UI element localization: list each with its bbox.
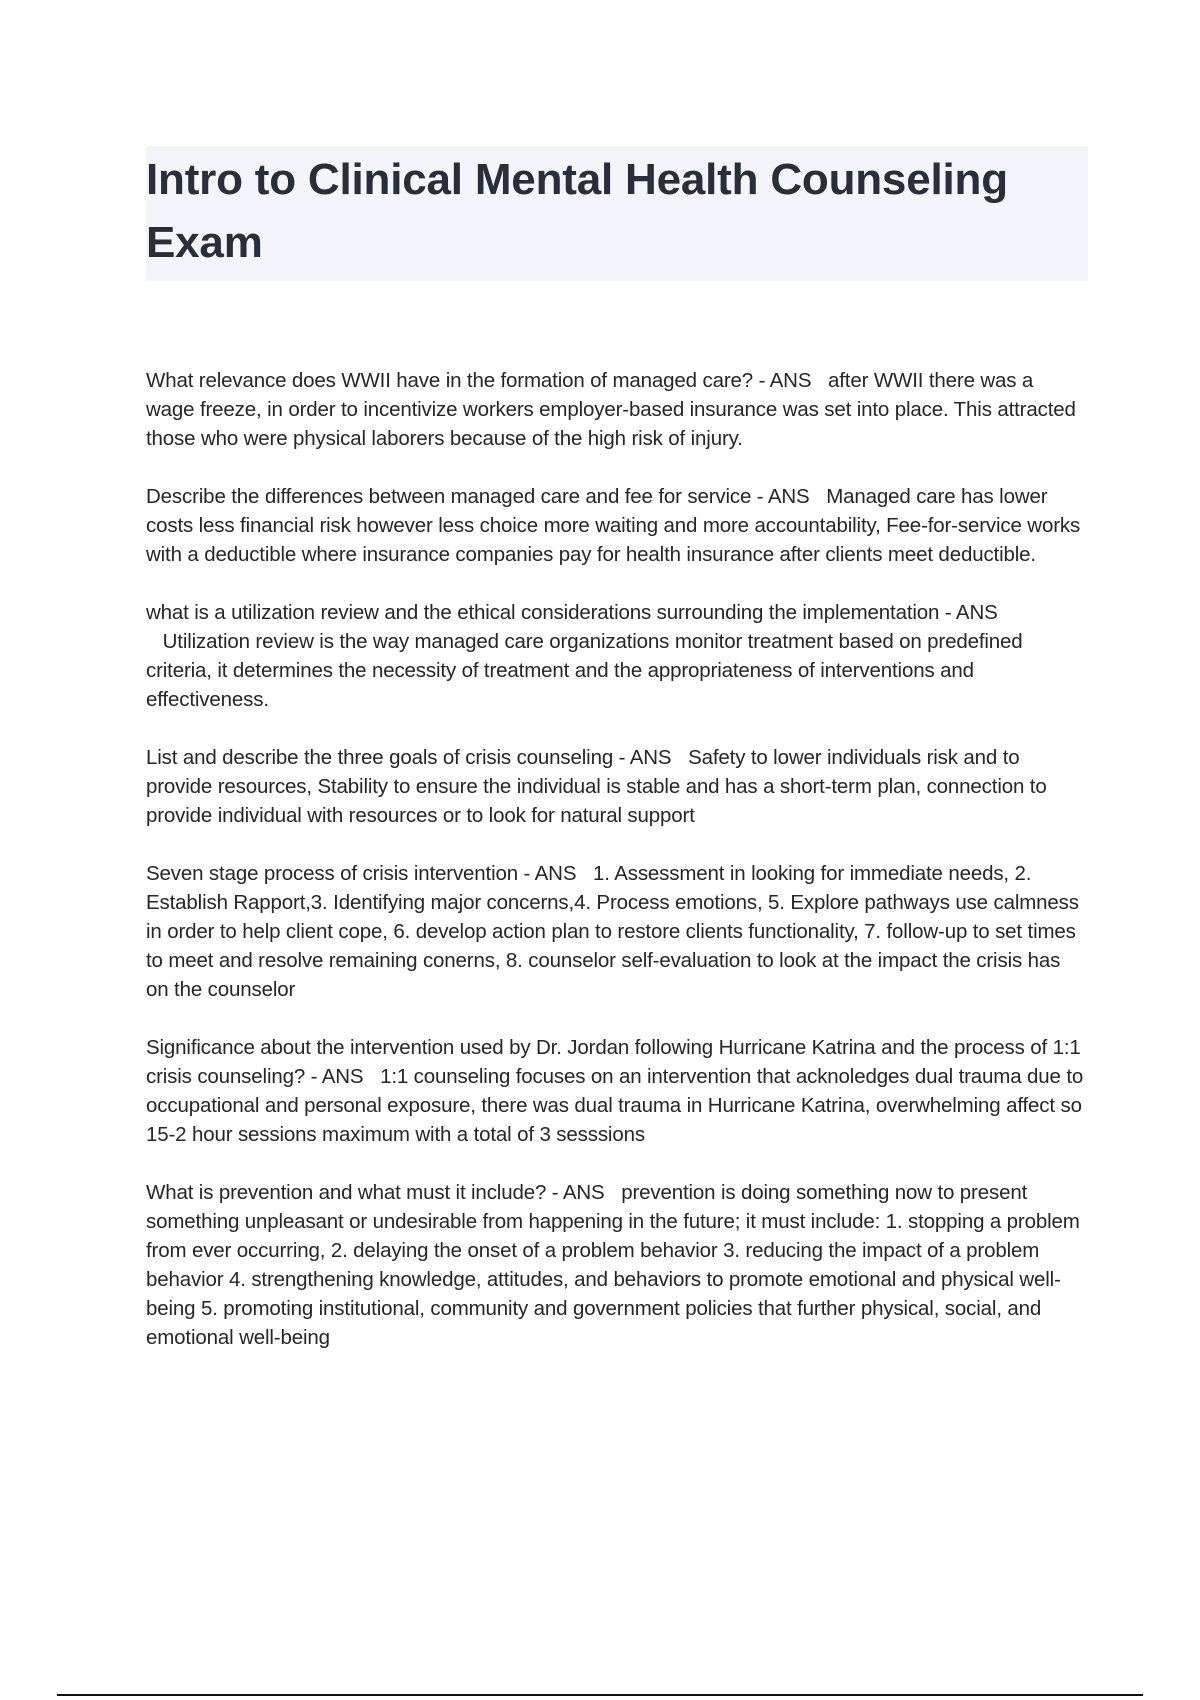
footer-divider [57,1694,1143,1696]
qa-item [146,1033,1086,1149]
answer-marker: - ANS [551,1181,605,1204]
qa-item [146,1178,1086,1352]
qa-answer: Safety to lower individuals risk and to provide resources, Stability to ensure the individual is stable and has a short-term plan, connection to provide individual with resources or to look for natural support [146,746,1047,827]
qa-question: what is a utilization review and the ethical considerations surrounding the implementation [146,601,940,624]
answer-marker: - ANS [523,862,577,885]
qa-answer: Utilization review is the way managed care organizations monitor treatment based on predefined criteria, it determines the necessity of treatment and the appropriateness of interventions and effectiveness. [146,630,1023,711]
qa-item [146,366,1086,453]
qa-answer: 1. Assessment in looking for immediate needs, 2. Establish Rapport,3. Identifying major concerns,4. Process emotions, 5. Explore pathways use calmness in order to help client cope, 6. develop action plan to restore clients functionality, 7. follow-up to set times to meet and resolve remaining conerns, 8. counselor self-evaluation to look at the impact the crisis has on the counselor [146,862,1079,1001]
qa-answer: 1:1 counseling focuses on an intervention that acknoledges dual trauma due to occupational and personal exposure, there was dual trauma in Hurricane Katrina, overwhelming affect so 15-2 hour sessions maximum with a total of 3 sesssions [146,1065,1084,1146]
qa-answer: Managed care has lower costs less financial risk however less choice more waiting and more accountability, Fee-for-service works with a deductible where insurance companies pay for health insurance after clients meet deductible. [146,485,1081,566]
qa-item [146,859,1086,1004]
answer-marker: - ANS [758,369,812,392]
answer-marker: - ANS [310,1065,364,1088]
qa-question: What is prevention and what must it include? [146,1181,547,1204]
answer-marker: - ANS [756,485,810,508]
qa-question: List and describe the three goals of crisis counseling [146,746,614,769]
qa-question: What relevance does WWII have in the formation of managed care? [146,369,754,392]
qa-answer: prevention is doing something now to present something unpleasant or undesirable from happening in the future; it must include: 1. stopping a problem from ever occurring, 2. delaying the onset of a problem behavior 3. reducing the impact of a problem behavior 4. strengthening knowledge, attitudes, and behaviors to promote emotional and physical well-being 5. promoting institutional, community and government policies that further physical, social, and emotional well-being [146,1181,1080,1349]
page-title: Intro to Clinical Mental Health Counseling Exam [146,155,1008,267]
qa-item [146,598,1086,714]
qa-question: Seven stage process of crisis intervention [146,862,518,885]
qa-answer: after WWII there was a wage freeze, in order to incentivize workers employer-based insurance was set into place. This attracted those who were physical laborers because of the high risk of injury. [146,369,1076,450]
answer-marker: - ANS [944,601,998,624]
qa-list [146,366,1086,1381]
qa-question: Significance about the intervention used by Dr. Jordan following Hurricane Katrina and the process of 1:1 crisis counseling? [146,1036,1081,1088]
qa-item [146,743,1086,830]
qa-question: Describe the differences between managed care and fee for service [146,485,752,508]
answer-marker: - ANS [618,746,672,769]
title-block [146,146,1088,281]
qa-item [146,482,1086,569]
